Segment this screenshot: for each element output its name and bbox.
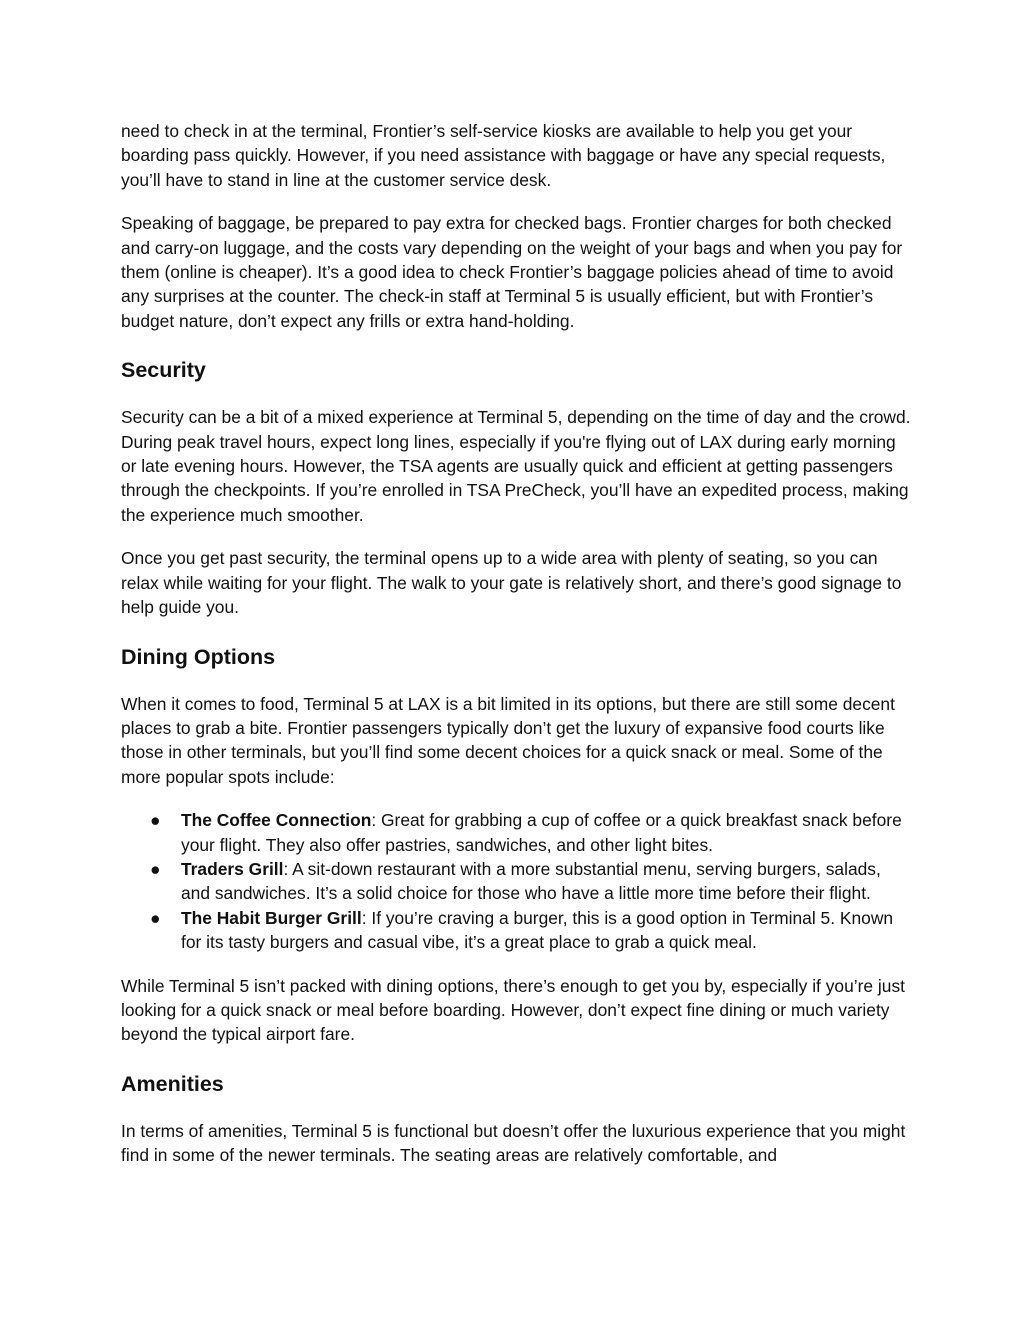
security-paragraph-1: Security can be a bit of a mixed experience at Terminal 5, depending on the time of day and the crowd. During peak travel hours, expect long lines, especially if you're flying out of LAX during early morning or late evening hours. However, the TSA agents are usually quick and efficient at getting passengers through the checkpoints. If you’re enrolled in TSA PreCheck, you’ll have an expedited process, making the experience much smoother.: [121, 407, 911, 525]
heading-dining-options: Dining Options: [121, 644, 276, 669]
dining-paragraph-2: While Terminal 5 isn’t packed with dining options, there’s enough to get you by, especially if you’re just looking for a quick snack or meal before boarding. However, don’t expect fine dining or much variety beyond the typical airport fare.: [121, 975, 905, 1045]
list-item: [121, 906, 911, 955]
security-paragraph-2: Once you get past security, the terminal opens up to a wide area with plenty of seating, so you can relax while waiting for your flight. The walk to your gate is relatively short, and there’s good signage to help guide you.: [121, 548, 902, 618]
intro-paragraph-checkin: need to check in at the terminal, Frontier’s self-service kiosks are available to help you get your boarding pass quickly. However, if you need assistance with baggage or have any special requests, you’ll have to stand in line at the customer service desk.: [121, 121, 886, 190]
restaurant-description: : If you’re craving a burger, this is a good option in Terminal 5. Known for its tasty burgers and casual vibe, it’s a great place to grab a quick meal.: [181, 907, 894, 953]
heading-security: Security: [121, 358, 206, 383]
restaurant-description: : A sit-down restaurant with a more substantial menu, serving burgers, salads, and sandwiches. It’s a solid choice for those who have a little more time before their flight.: [181, 858, 881, 904]
restaurant-description: : Great for grabbing a cup of coffee or a quick breakfast snack before your flight. They also offer pastries, sandwiches, and other light bites.: [181, 810, 902, 855]
document-page: [121, 119, 911, 1187]
restaurant-name: Traders Grill: [181, 858, 284, 879]
list-item: [121, 808, 911, 857]
restaurant-name: The Coffee Connection: [181, 810, 372, 831]
intro-paragraph-baggage: Speaking of baggage, be prepared to pay extra for checked bags. Frontier charges for both checked and carry-on luggage, and the costs vary depending on the weight of your bags and when you pay for them (online is cheaper). It’s a good idea to check Frontier’s baggage policies ahead of time to avoid any surprises at the counter. The check-in staff at Terminal 5 is usually efficient, but with Frontier’s budget nature, don’t expect any frills or extra hand-holding.: [121, 213, 903, 331]
bullet-icon: ●: [150, 907, 161, 928]
heading-amenities: Amenities: [121, 1071, 224, 1096]
amenities-paragraph-1: In terms of amenities, Terminal 5 is functional but doesn’t offer the luxurious experience that you might find in some of the newer terminals. The seating areas are relatively comfortable, and: [121, 1120, 906, 1166]
bullet-icon: ●: [150, 858, 161, 879]
restaurant-name: The Habit Burger Grill: [181, 907, 362, 928]
list-item: [121, 857, 911, 906]
bullet-icon: ●: [150, 810, 161, 831]
dining-list: [121, 808, 911, 954]
dining-paragraph-1: When it comes to food, Terminal 5 at LAX is a bit limited in its options, but there are still some decent places to grab a bite. Frontier passengers typically don’t get the luxury of expansive food courts like those in other terminals, but you’ll find some decent choices for a quick snack or meal. Some of the more popular spots include:: [121, 693, 895, 787]
